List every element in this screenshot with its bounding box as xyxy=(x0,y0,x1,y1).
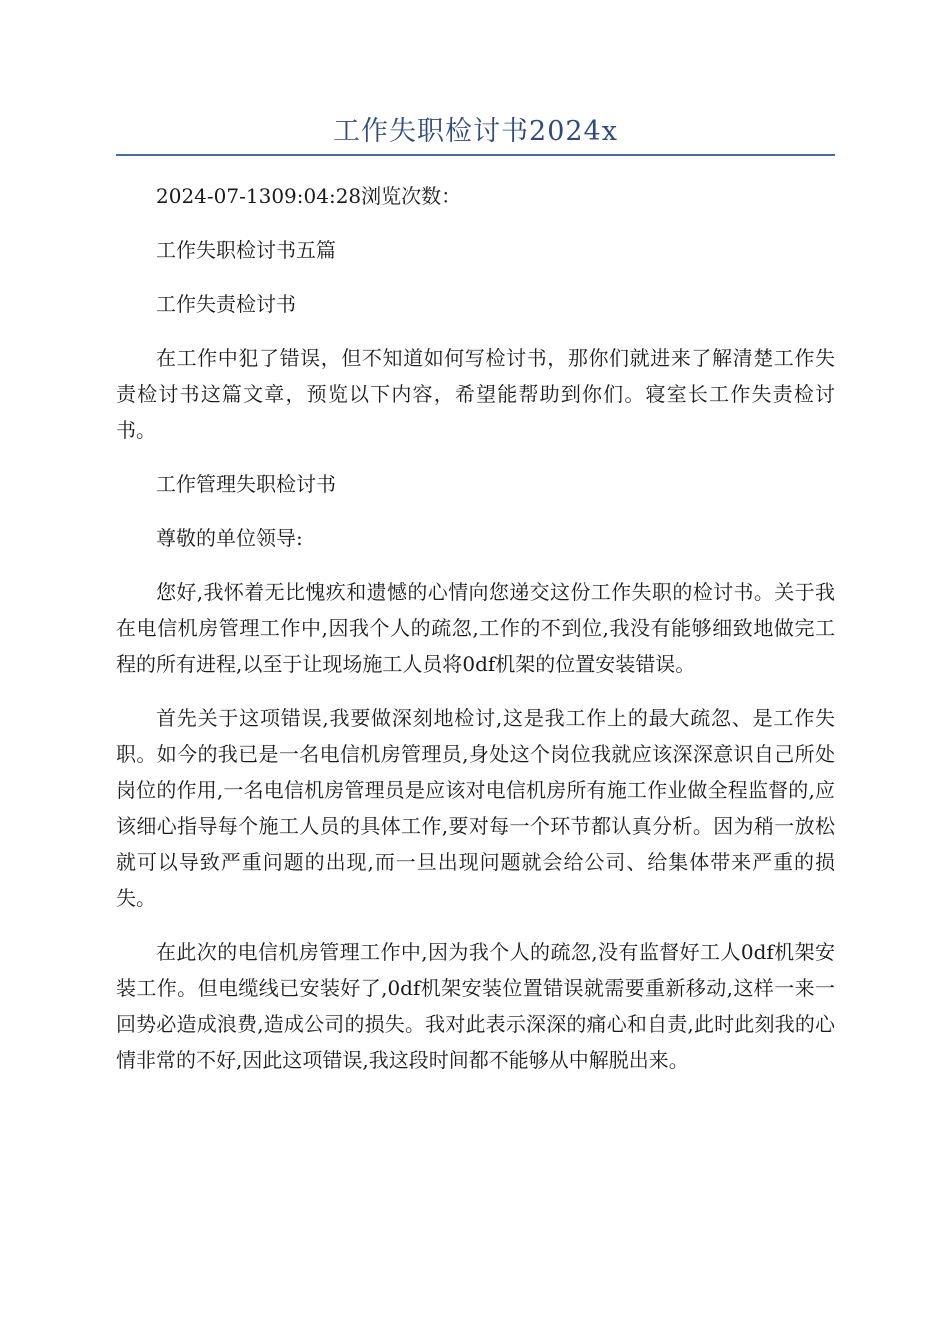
body-paragraph: 在此次的电信机房管理工作中,因为我个人的疏忽,没有监督好工人0df机架安装工作。但电缆线已安装好了,0df机架安装位置错误就需要重新移动,这样一来一回势必造成浪费,造成公司的损失。我对此表示深深的痛心和自责,此时此刻我的心情非常的不好,因此这项错误,我这段时间都不能够从中解脱出来。 xyxy=(116,940,835,1072)
intro-paragraph: 在工作中犯了错误，但不知道如何写检讨书，那你们就进来了解清楚工作失责检讨书这篇文章，预览以下内容，希望能帮助到你们。寝室长工作失责检讨书。 xyxy=(116,346,835,442)
body-paragraph: 首先关于这项错误,我要做深刻地检讨,这是我工作上的最大疏忽、是工作失职。如今的我已是一名电信机房管理员,身处这个岗位我就应该深深意识自己所处岗位的作用,一名电信机房管理员是应该对电信机房所有施工作业做全程监督的,应该细心指导每个施工人员的具体工作,要对每一个环节都认真分析。因为稍一放松就可以导致严重问题的出现,而一旦出现问题就会给公司、给集体带来严重的损失。 xyxy=(116,706,835,910)
section-heading-management: 工作管理失职检讨书 xyxy=(156,472,336,496)
document-title: 工作失职检讨书2024x xyxy=(333,116,618,147)
document-body xyxy=(116,178,835,1096)
salutation: 尊敬的单位领导: xyxy=(156,526,303,550)
timestamp-views-line: 2024-07-1309:04:28浏览次数： xyxy=(156,184,462,208)
title-underline xyxy=(116,154,835,156)
body-paragraph: 您好,我怀着无比愧疚和遗憾的心情向您递交这份工作失职的检讨书。关于我在电信机房管理工作中,因我个人的疏忽,工作的不到位,我没有能够细致地做完工程的所有进程,以至于让现场施工人员将0df机架的位置安装错误。 xyxy=(116,580,835,676)
section-heading-responsibility: 工作失责检讨书 xyxy=(156,292,296,316)
subtitle-five-articles: 工作失职检讨书五篇 xyxy=(156,238,336,262)
